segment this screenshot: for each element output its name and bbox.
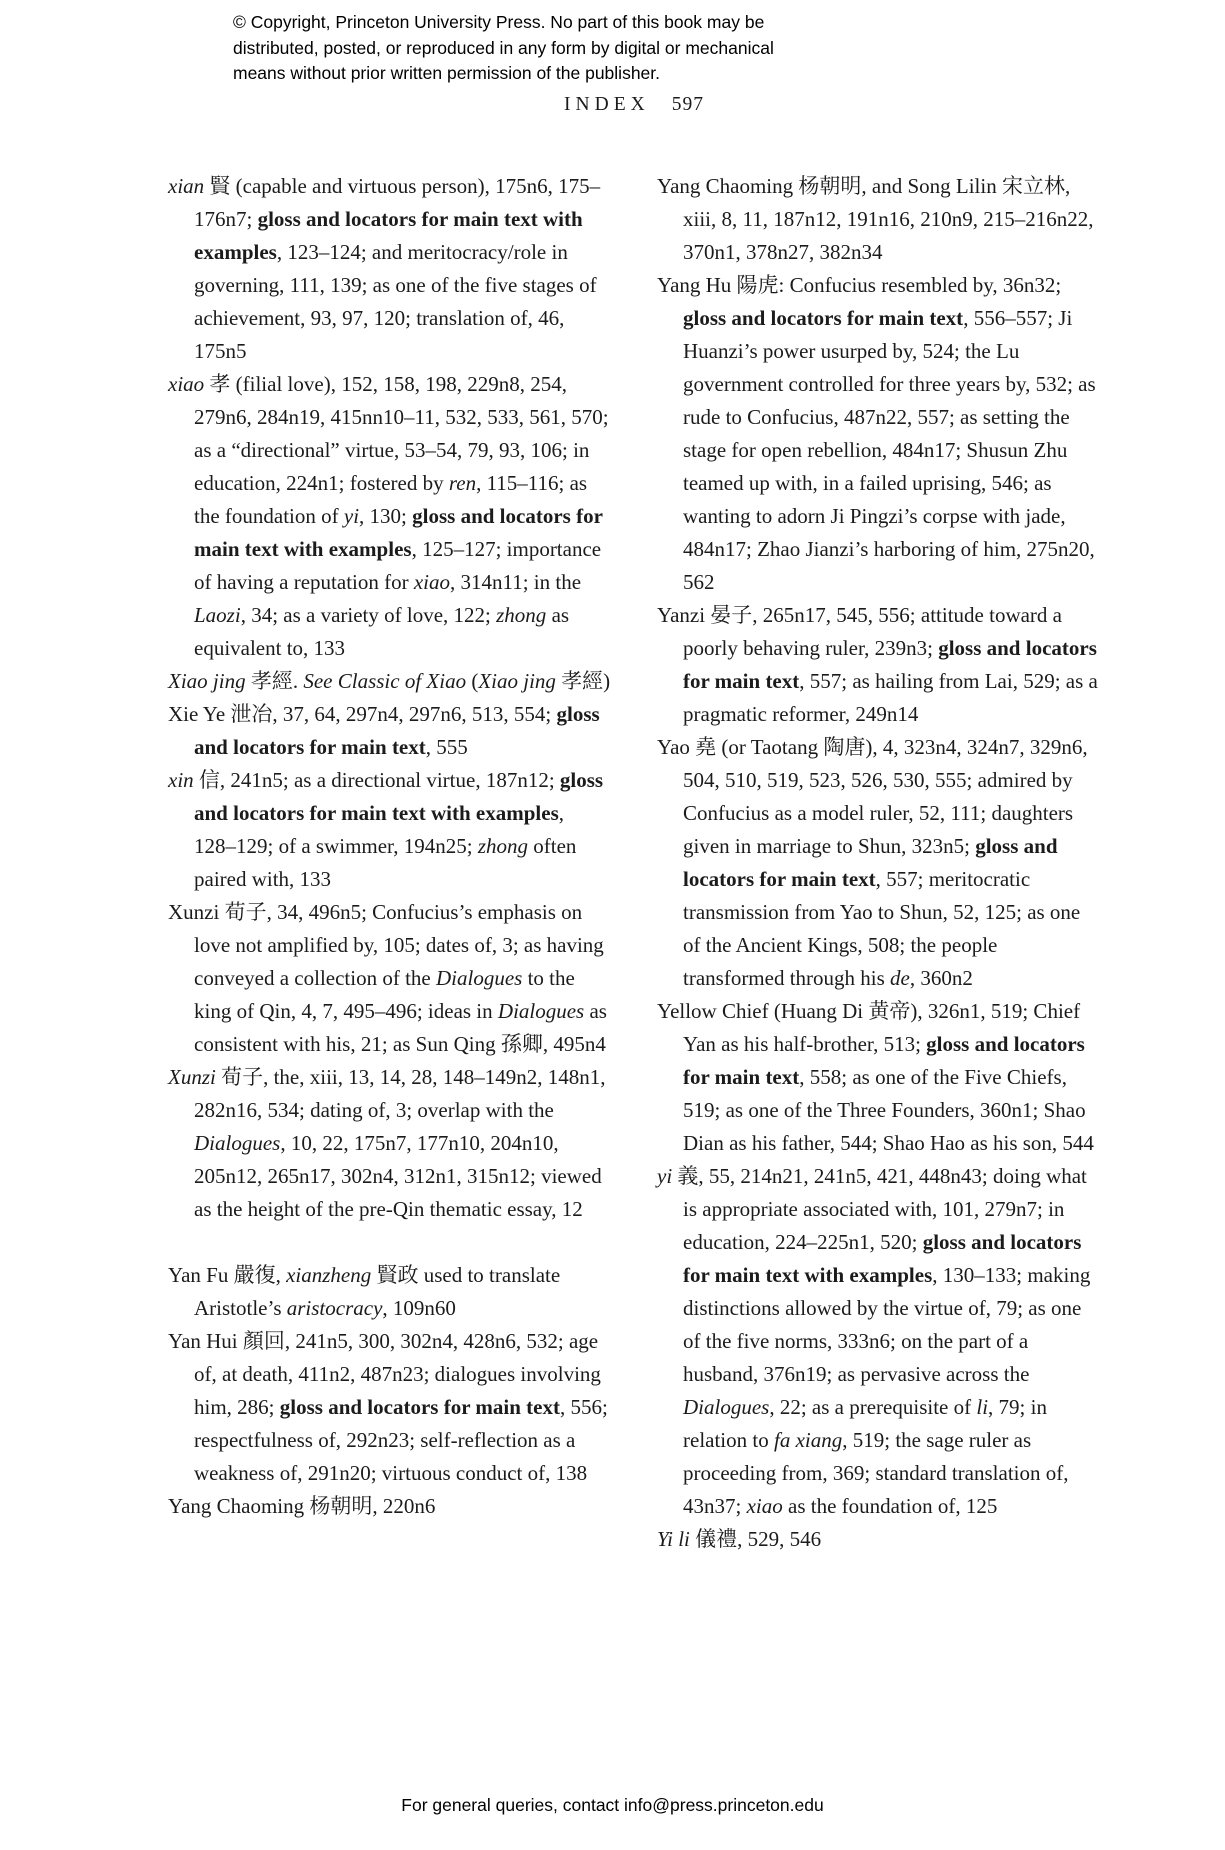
index-entry: [657, 599, 1100, 731]
entry-text-run: gloss and locators for main text: [683, 306, 964, 330]
entry-text-run: ren: [448, 471, 477, 495]
entry-text-run: , 115–116; as the foundation of: [194, 471, 588, 528]
entry-text-run: , 557; as hailing from Lai, 529; as a pragmatic reformer, 249n14: [683, 669, 1098, 726]
index-entry: [657, 170, 1100, 269]
entry-text-run: , 556; respectfulness of, 292n23; self-reflection as a weakness of, 291n20; virtuous conduct of, 138: [194, 1395, 608, 1485]
entry-text-run: 義, 55, 214n21, 241n5, 421, 448n43; doing what is appropriate associated with, 101, 279n7; in education, 224–225n1, 520;: [672, 1164, 1087, 1254]
entry-text-run: , 360n2: [909, 966, 973, 990]
entry-text-run: 荀子, the, xiii, 13, 14, 28, 148–149n2, 148n1, 282n16, 534; dating of, 3; overlap with the: [194, 1065, 606, 1122]
entry-text-run: aristocracy: [286, 1296, 383, 1320]
entry-text-run: as equivalent to, 133: [194, 603, 570, 660]
index-entry: [657, 269, 1100, 599]
entry-text-run: xiao: [168, 372, 205, 396]
entry-text-run: Yan Hui 顏回, 241n5, 300, 302n4, 428n6, 532; age of, at death, 411n2, 487n23; dialogues involving him, 286;: [168, 1329, 601, 1419]
index-entry: [168, 896, 611, 1061]
index-entry: [657, 995, 1100, 1160]
entry-text-run: gloss and locators for main text: [683, 834, 1058, 891]
entry-text-run: gloss and locators for main text with examples: [194, 504, 603, 561]
entry-text-run: , 128–129; of a swimmer, 194n25;: [194, 801, 564, 858]
entry-text-run: Yi li: [657, 1527, 690, 1551]
entry-text-run: 孝經): [555, 669, 611, 693]
entry-text-run: Dialogues: [497, 999, 585, 1023]
entry-text-run: Xunzi: [168, 1065, 216, 1089]
copyright-notice: [233, 10, 843, 87]
copyright-line: © Copyright, Princeton University Press. No part of this book may be: [233, 12, 765, 32]
entry-text-run: 賢政 used to translate Aristotle’s: [194, 1263, 561, 1320]
entry-text-run: xiao: [746, 1494, 783, 1518]
entry-text-run: , 10, 22, 175n7, 177n10, 204n10, 205n12, 265n17, 302n4, 312n1, 315n12; viewed as the height of the pre-Qin thematic essay, 12: [194, 1131, 602, 1221]
entry-text-run: Xunzi 荀子, 34, 496n5; Confucius’s emphasis on love not amplified by, 105; dates of, 3; as having conveyed a collection of the: [168, 900, 604, 990]
entry-text-run: Xie Ye 泄冶, 37, 64, 297n4, 297n6, 513, 554;: [168, 702, 557, 726]
entry-text-run: gloss and locators for main text with examples: [194, 207, 583, 264]
index-entry: [168, 764, 611, 896]
entry-text-run: (: [466, 669, 479, 693]
entry-text-run: , 130–133; making distinctions allowed by the virtue of, 79; as one of the five norms, 333n6; on the part of a husband, 376n19; as pervasive across the: [683, 1263, 1091, 1386]
index-entry: [657, 731, 1100, 995]
entry-text-run: xianzheng: [286, 1263, 372, 1287]
copyright-line: means without prior written permission of the publisher.: [233, 63, 661, 83]
entry-text-run: gloss and locators for main text with examples: [194, 768, 604, 825]
entry-text-run: Dialogues: [194, 1131, 281, 1155]
entry-text-run: See Classic of Xiao: [303, 669, 467, 693]
entry-text-run: 孝經.: [245, 669, 304, 693]
entry-text-run: gloss and locators for main text with examples: [683, 1230, 1082, 1287]
index-column-right: [657, 170, 1100, 1556]
entry-text-run: , 557; meritocratic transmission from Yao to Shun, 52, 125; as one of the Ancient Kings, 508; the people transformed through his: [683, 867, 1081, 990]
entry-text-run: Laozi: [194, 603, 241, 627]
entry-text-run: Yang Chaoming 杨朝明, and Song Lilin 宋立林, xiii, 8, 11, 187n12, 191n16, 210n9, 215–216n22, 370n1, 378n27, 382n34: [657, 174, 1094, 264]
index-entry: [168, 1325, 611, 1490]
entry-text-run: 信, 241n5; as a directional virtue, 187n12;: [193, 768, 560, 792]
entry-text-run: zhong: [496, 603, 547, 627]
index-entry: [657, 1160, 1100, 1523]
page-title: INDEX: [564, 94, 650, 115]
index-entry: [168, 698, 611, 764]
entry-text-run: Yellow Chief (Huang Di 黄帝), 326n1, 519; Chief Yan as his half-brother, 513;: [657, 999, 1081, 1056]
entry-text-run: 孝 (filial love), 152, 158, 198, 229n8, 254, 279n6, 284n19, 415nn10–11, 532, 533, 561, 570; as a “directional” virtue, 53–54, 79, 93, 106; in education, 224n1; fostered by: [194, 372, 609, 495]
entry-text-run: , 123–124; and meritocracy/role in governing, 111, 139; as one of the five stages of achievement, 93, 97, 120; translation of, 46, 175n5: [194, 240, 597, 363]
entry-text-run: , 109n60: [382, 1296, 456, 1320]
entry-text-run: as consistent with his, 21; as Sun Qing 孫卿, 495n4: [194, 999, 607, 1056]
index-entry: [657, 1523, 1100, 1556]
index-entry: [168, 1259, 611, 1325]
entry-text-run: gloss and locators for main text: [279, 1395, 560, 1419]
index-entry: [168, 170, 611, 368]
entry-text-run: 賢 (capable and virtuous person), 175n6, 175–176n7;: [194, 174, 601, 231]
entry-text-run: , 556–557; Ji Huanzi’s power usurped by, 524; the Lu government controlled for three years by, 532; as rude to Confucius, 487n22, 557; as setting the stage for open rebellion, 484n17; Shusun Zhu teamed up with, in a failed uprising, 546; as wanting to adorn Ji Pingzi’s corpse with jade, 484n17; Zhao Jianzi’s harboring of him, 275n20, 562: [683, 306, 1096, 594]
footer-text: For general queries, contact info@press.princeton.edu: [401, 1795, 824, 1815]
entry-text-run: Yanzi 晏子, 265n17, 545, 556; attitude toward a poorly behaving ruler, 239n3;: [657, 603, 1062, 660]
entry-text-run: xin: [168, 768, 194, 792]
index-entry: [168, 368, 611, 665]
entry-text-run: xiao: [413, 570, 450, 594]
entry-text-run: , 125–127; importance of having a reputation for: [194, 537, 602, 594]
index-column-left: [168, 170, 611, 1556]
entry-text-run: , 519; the sage ruler as proceeding from, 369; standard translation of, 43n37;: [683, 1428, 1069, 1518]
entry-text-run: Yao 堯 (or Taotang 陶唐), 4, 323n4, 324n7, 329n6, 504, 510, 519, 523, 526, 530, 555; admired by Confucius as a model ruler, 52, 111; daughters given in marriage to Shun, 323n5;: [657, 735, 1088, 858]
entry-text-run: Xiao jing: [168, 669, 246, 693]
entry-text-run: li: [976, 1395, 989, 1419]
entry-text-run: , 22; as a prerequisite of: [769, 1395, 977, 1419]
entry-text-run: , 79; in relation to: [683, 1395, 1047, 1452]
entry-text-run: , 34; as a variety of love, 122;: [240, 603, 497, 627]
copyright-line: distributed, posted, or reproduced in any form by digital or mechanical: [233, 37, 774, 58]
entry-text-run: fa xiang: [773, 1428, 843, 1452]
entry-text-run: Xiao jing: [478, 669, 556, 693]
entry-text-run: de: [890, 966, 910, 990]
page-footer: [0, 1795, 1225, 1816]
entry-text-run: Dialogues: [683, 1395, 770, 1419]
entry-text-run: Yan Fu 嚴復,: [168, 1263, 287, 1287]
entry-text-run: zhong: [477, 834, 528, 858]
entry-text-run: often paired with, 133: [194, 834, 577, 891]
entry-text-run: gloss and locators for main text: [194, 702, 600, 759]
entry-text-run: Yang Chaoming 杨朝明, 220n6: [168, 1494, 436, 1518]
index-entry: [168, 1061, 611, 1226]
entry-text-run: , 555: [425, 735, 468, 759]
entry-text-run: 儀禮, 529, 546: [689, 1527, 822, 1551]
entry-text-run: as the foundation of, 125: [782, 1494, 998, 1518]
index-entry: [168, 1490, 611, 1523]
entry-text-run: yi: [343, 504, 360, 528]
entry-text-run: Dialogues: [435, 966, 523, 990]
entry-text-run: yi: [657, 1164, 673, 1188]
entry-text-run: , 314n11; in the: [450, 570, 582, 594]
entry-text-run: gloss and locators for main text: [683, 636, 1097, 693]
index-entry: [168, 665, 611, 698]
entry-text-run: to the king of Qin, 4, 7, 495–496; ideas in: [194, 966, 575, 1023]
entry-text-run: gloss and locators for main text: [683, 1032, 1085, 1089]
running-head: [168, 94, 1100, 116]
index-columns: [168, 170, 1100, 1556]
entry-text-run: , 130;: [359, 504, 413, 528]
entry-text-run: Yang Hu 陽虎: Confucius resembled by, 36n32;: [657, 273, 1062, 297]
entry-text-run: , 558; as one of the Five Chiefs, 519; as one of the Three Founders, 360n1; Shao Dian as his father, 544; Shao Hao as his son, 544: [683, 1065, 1094, 1155]
page-number: 597: [671, 94, 704, 115]
entry-text-run: xian: [168, 174, 205, 198]
